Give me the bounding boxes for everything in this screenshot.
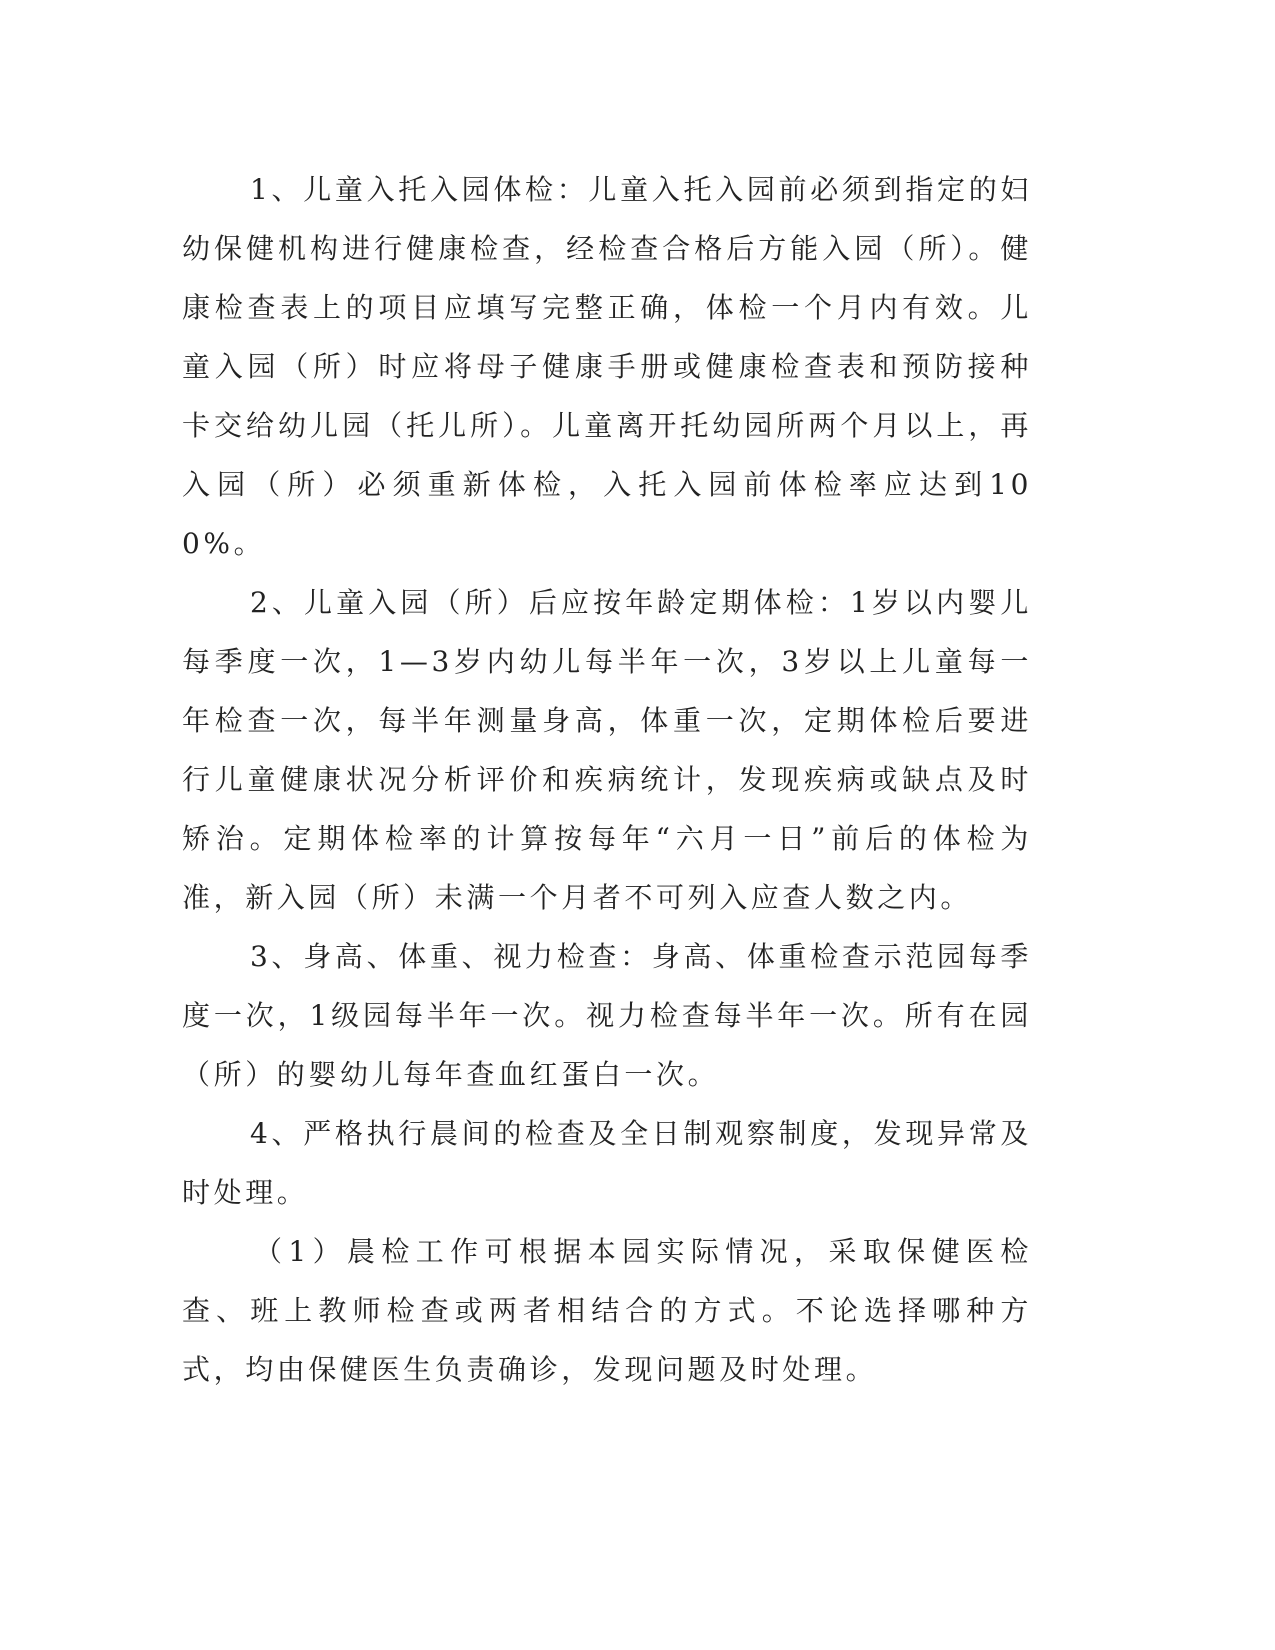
paragraph-morning-check-method: （1）晨检工作可根据本园实际情况，采取保健医检查、班上教师检查或两者相结合的方式。不论选择哪种方式，均由保健医生负责确诊，发现问题及时处理。 xyxy=(182,1235,1032,1386)
paragraph-periodic-checkup: 2、儿童入园（所）后应按年龄定期体检：1岁以内婴儿每季度一次，1—3岁内幼儿每半年一次，3岁以上儿童每一年检查一次，每半年测量身高，体重一次，定期体检后要进行儿童健康状况分析评价和疾病统计，发现疾病或缺点及时矫治。定期体检率的计算按每年“六月一日”前后的体检为准，新入园（所）未满一个月者不可列入应查人数之内。 xyxy=(182,586,1032,914)
paragraph-height-weight-vision: 3、身高、体重、视力检查：身高、体重检查示范园每季度一次，1级园每半年一次。视力检查每半年一次。所有在园（所）的婴幼儿每年查血红蛋白一次。 xyxy=(182,940,1032,1091)
document-body xyxy=(182,160,1032,1399)
paragraph-entry-checkup: 1、儿童入托入园体检：儿童入托入园前必须到指定的妇幼保健机构进行健康检查，经检查合格后方能入园（所）。健康检查表上的项目应填写完整正确，体检一个月内有效。儿童入园（所）时应将母子健康手册或健康检查表和预防接种卡交给幼儿园（托儿所）。儿童离开托幼园所两个月以上，再入园（所）必须重新体检，入托入园前体检率应达到100%。 xyxy=(182,173,1032,560)
paragraph-morning-check: 4、严格执行晨间的检查及全日制观察制度，发现异常及时处理。 xyxy=(182,1117,1032,1209)
